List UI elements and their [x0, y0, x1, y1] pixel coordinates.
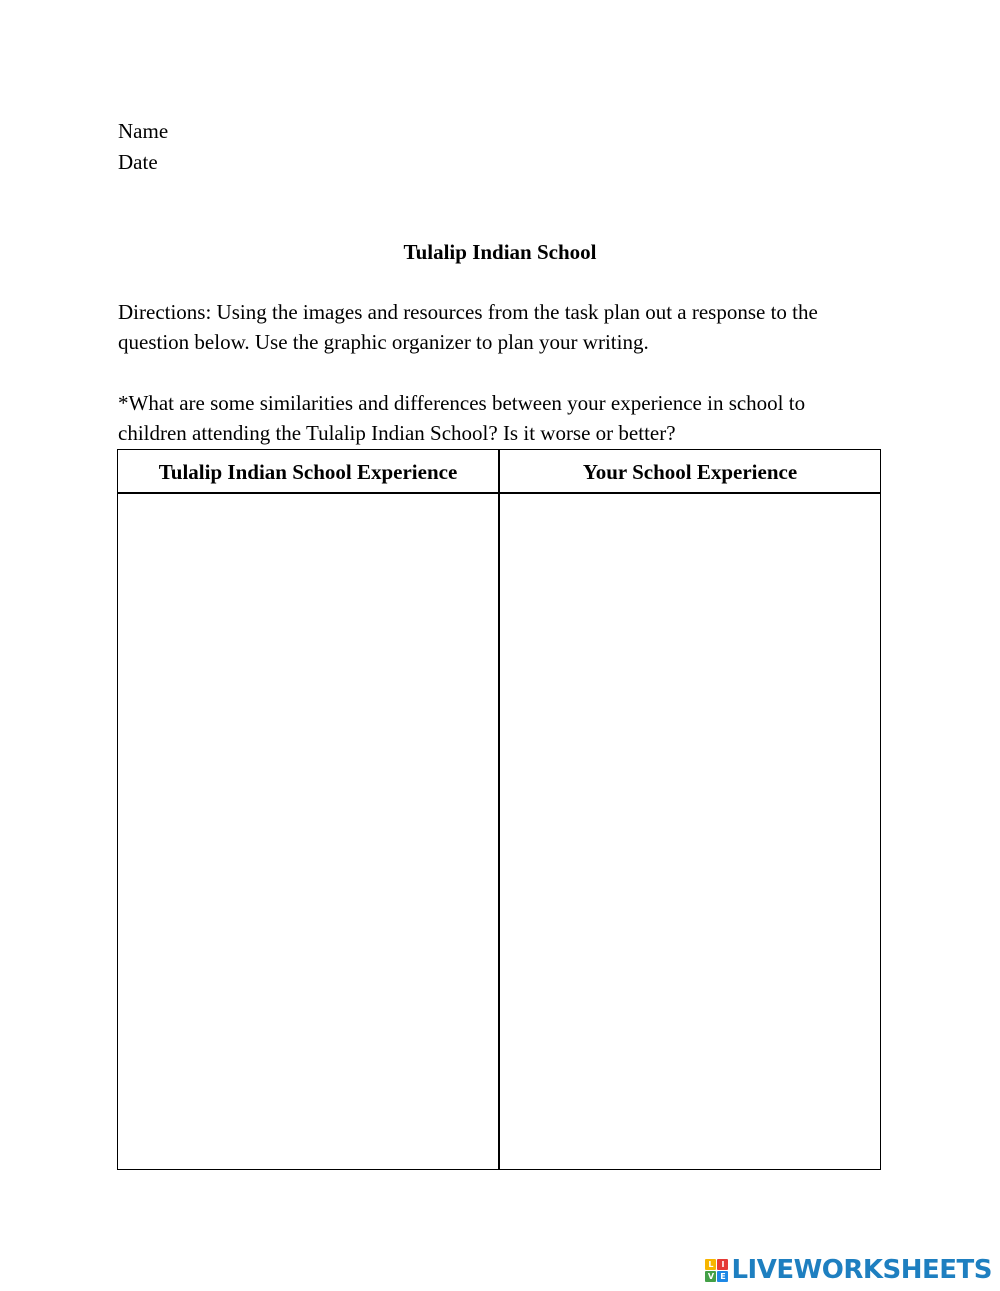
liveworksheets-logo	[705, 1253, 992, 1287]
logo-text: LIVEWORKSHEETS	[731, 1255, 992, 1285]
question-line: children attending the Tulalip Indian School? Is it worse or better?	[118, 421, 676, 445]
question-line: *What are some similarities and differences between your experience in school to	[118, 391, 806, 415]
logo-mark-letter: I	[717, 1259, 728, 1270]
question-text	[118, 388, 898, 448]
logo-mark-icon	[705, 1259, 728, 1282]
directions-line: question below. Use the graphic organizer to plan your writing.	[118, 330, 649, 354]
your-experience-header: Your School Experience	[582, 460, 798, 484]
logo-mark-letter: V	[705, 1271, 716, 1282]
date-label: Date	[118, 150, 158, 174]
worksheet-title: Tulalip Indian School	[403, 240, 597, 264]
tulalip-experience-answer-area[interactable]	[118, 494, 498, 1169]
graphic-organizer-table	[117, 449, 881, 1170]
logo-mark-letter: L	[705, 1259, 716, 1270]
your-experience-answer-area[interactable]	[500, 494, 880, 1169]
logo-mark-letter: E	[717, 1271, 728, 1282]
tulalip-experience-header: Tulalip Indian School Experience	[158, 460, 458, 484]
name-label: Name	[118, 119, 169, 143]
directions-line: Directions: Using the images and resources from the task plan out a response to the	[118, 300, 818, 324]
directions-text	[118, 297, 898, 357]
